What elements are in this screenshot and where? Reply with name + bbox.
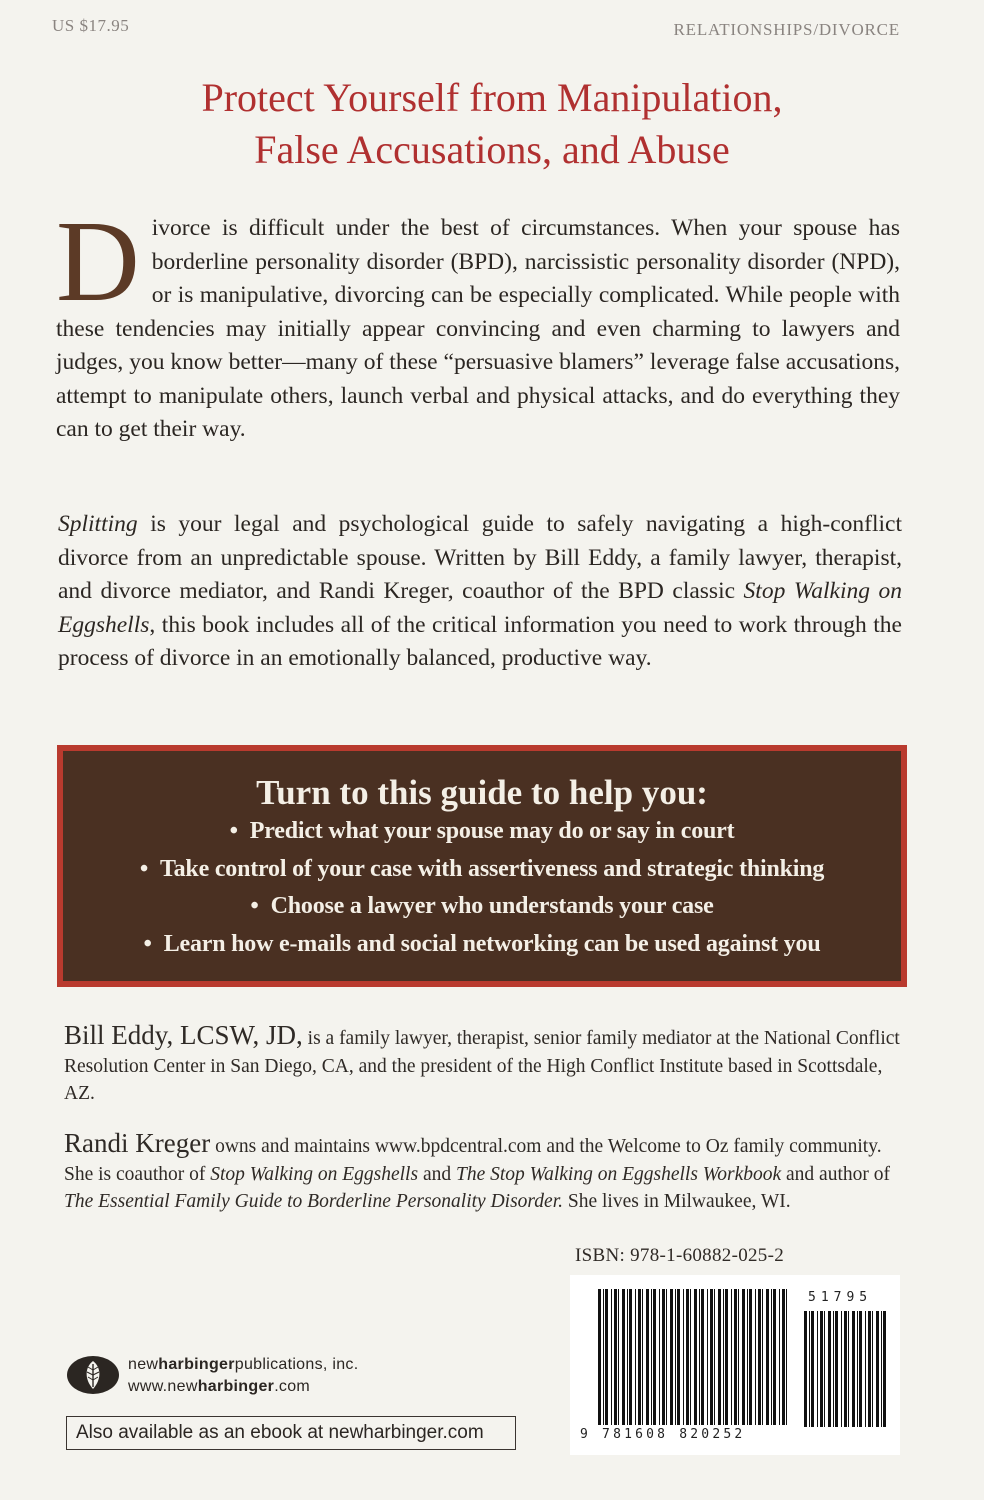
guide-box	[57, 745, 907, 987]
bullet-icon: •	[229, 818, 238, 844]
publisher-name: newharbingerpublications, inc.	[128, 1356, 359, 1373]
isbn-label: ISBN: 978-1-60882-025-2	[575, 1245, 785, 1266]
publisher-url[interactable]: www.newharbinger.com	[128, 1378, 311, 1395]
guide-item: • Take control of your case with assertiveness and strategic thinking	[139, 855, 825, 882]
bullet-icon: •	[250, 893, 259, 919]
author-name-eddy: Bill Eddy, LCSW, JD,	[64, 1020, 303, 1050]
guide-item: • Learn how e-mails and social networking can be used against you	[143, 930, 821, 957]
classic-title: Stop Walking on Eggshells	[58, 578, 902, 638]
guide-box-title: Turn to this guide to help you:	[256, 773, 708, 812]
headline	[60, 72, 924, 176]
barcode	[570, 1275, 900, 1455]
author-bio-kreger: Randi Kreger owns and maintains www.bpdcentral.com and the Welcome to Oz family community. She is coauthor of Stop Walking on Eggshells and The Stop Walking on Eggshells Workbook and author of The Essential Family Guide to Borderline Personality Disorder. She lives in Milwaukee, WI.	[64, 1128, 890, 1212]
description-paragraph	[58, 508, 902, 676]
description-text-a: is your legal and psychological guide to safely navigating a high-conflict divorce from an unpredictable spouse. Written by Bill Eddy, a family lawyer, therapist, and divorce mediator, and Randi Kreger, coauthor of the BPD classic	[58, 511, 902, 604]
publisher-logo-icon	[66, 1355, 120, 1395]
category-label: RELATIONSHIPS/DIVORCE	[673, 20, 900, 39]
headline-line-1: Protect Yourself from Manipulation,	[201, 75, 783, 120]
guide-item: • Choose a lawyer who understands your case	[250, 893, 714, 919]
intro-paragraph	[56, 198, 900, 447]
guide-box-inner	[63, 751, 901, 981]
bullet-icon: •	[143, 930, 152, 957]
price-code-digits: 51795	[808, 1290, 873, 1305]
author-text-eddy: is a family lawyer, therapist, senior family mediator at the National Conflict Resolution Center in San Diego, CA, and the president of the High Conflict Institute based in Scottsdale, AZ.	[64, 1028, 900, 1104]
price-label: US $17.95	[52, 16, 130, 35]
publisher-info	[128, 1354, 358, 1398]
guide-list	[63, 813, 901, 963]
guide-item: • Predict what your spouse may do or say in court	[229, 818, 735, 844]
book-title: Splitting	[58, 511, 138, 537]
description-text-b: , this book includes all of the critical information you need to work through the process of divorce in an emotionally balanced, productive way.	[58, 611, 902, 671]
author-bio-eddy	[64, 1022, 906, 1108]
headline-line-2: False Accusations, and Abuse	[254, 127, 730, 172]
ebook-notice: Also available as an ebook at newharbinger.com	[66, 1416, 516, 1450]
ean-digits: 9 781608 820252	[580, 1427, 746, 1442]
bullet-icon: •	[139, 855, 149, 882]
author-name-kreger: Randi Kreger	[64, 1128, 211, 1158]
intro-text: ivorce is difficult under the best of circumstances. When your spouse has borderline personality disorder (BPD), narcissistic personality disorder (NPD), or is manipulative, divorcing can be especially complicated. While people with these tendencies may initially appear convincing and even charming to lawyers and judges, you know better—many of these “persuasive blamers” leverage false accusations, attempt to manipulate others, launch verbal and physical attacks, and do everything they can to get their way.	[56, 215, 900, 442]
drop-cap: D	[56, 198, 140, 326]
